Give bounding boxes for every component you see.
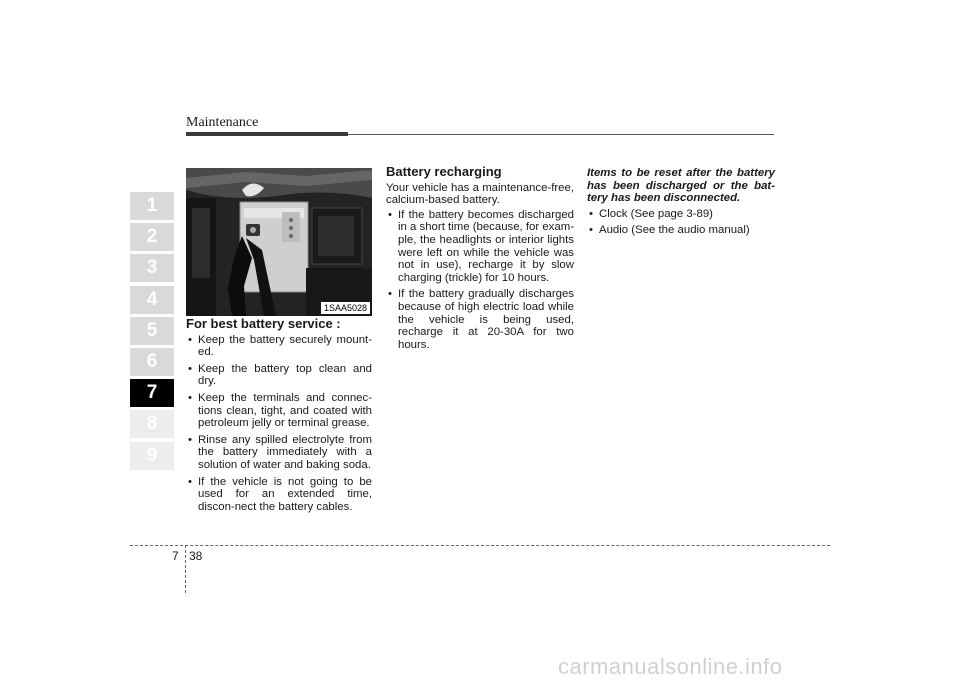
section-heading-recharging: Battery recharging	[386, 164, 502, 179]
column-reset-items	[587, 167, 775, 241]
list-item: • If the battery becomes discharged in a short time (because, for exam-ple, the headlights or interior lights were left on while the vehicle was not in use), recharge it by slow charging (trickle) for 10 hours.	[386, 209, 574, 285]
list-item: • If the battery gradually discharges because of high electric load while the vehicle is being used, recharge it at 20-30A for two hours.	[386, 288, 574, 351]
chapter-tab-9[interactable]: 9	[130, 442, 174, 470]
header-rule-thin	[348, 134, 774, 135]
section-heading-reset: Items to be reset after the battery has been discharged or the bat-tery has been disconnected.	[587, 167, 775, 205]
reset-list	[587, 208, 775, 237]
best-service-list	[186, 334, 372, 514]
section-heading-best-service: For best battery service :	[186, 316, 341, 331]
figure-code: 1SAA5028	[321, 302, 370, 314]
chapter-tab-7-active[interactable]: 7	[130, 379, 174, 407]
watermark: carmanualsonline.info	[558, 654, 783, 679]
header-title: Maintenance	[186, 115, 259, 130]
footer-divider	[130, 545, 830, 546]
chapter-tab-4[interactable]: 4	[130, 286, 174, 314]
list-item: • Clock (See page 3-89)	[587, 208, 775, 221]
list-item: • If the vehicle is not going to be used for an extended time, discon-nect the battery cables.	[186, 476, 372, 514]
chapter-tab-2[interactable]: 2	[130, 223, 174, 251]
footer-page-number: 38	[189, 549, 203, 563]
chapter-tab-3[interactable]: 3	[130, 254, 174, 282]
list-item: • Keep the battery securely mount-ed.	[186, 334, 372, 359]
list-item: • Audio (See the audio manual)	[587, 224, 775, 237]
column-battery-recharging	[386, 166, 574, 355]
footer-chapter-number: 7	[172, 549, 179, 563]
battery-illustration	[186, 168, 372, 316]
footer-vertical-divider	[185, 545, 186, 593]
column-best-service	[186, 318, 372, 517]
list-item: • Keep the battery top clean and dry.	[186, 363, 372, 388]
chapter-tab-6[interactable]: 6	[130, 348, 174, 376]
battery-photo	[186, 168, 372, 316]
header-rule-thick	[186, 132, 348, 136]
list-item: • Rinse any spilled electrolyte from the battery immediately with a solution of water and baking soda.	[186, 434, 372, 472]
list-item: • Keep the terminals and connec-tions clean, tight, and coated with petroleum jelly or terminal grease.	[186, 392, 372, 430]
chapter-tab-8[interactable]: 8	[130, 410, 174, 438]
chapter-tab-1[interactable]: 1	[130, 192, 174, 220]
recharging-intro: Your vehicle has a maintenance-free, calcium-based battery.	[386, 181, 574, 207]
chapter-tabs	[130, 192, 174, 473]
chapter-tab-5[interactable]: 5	[130, 317, 174, 345]
recharging-list	[386, 209, 574, 352]
